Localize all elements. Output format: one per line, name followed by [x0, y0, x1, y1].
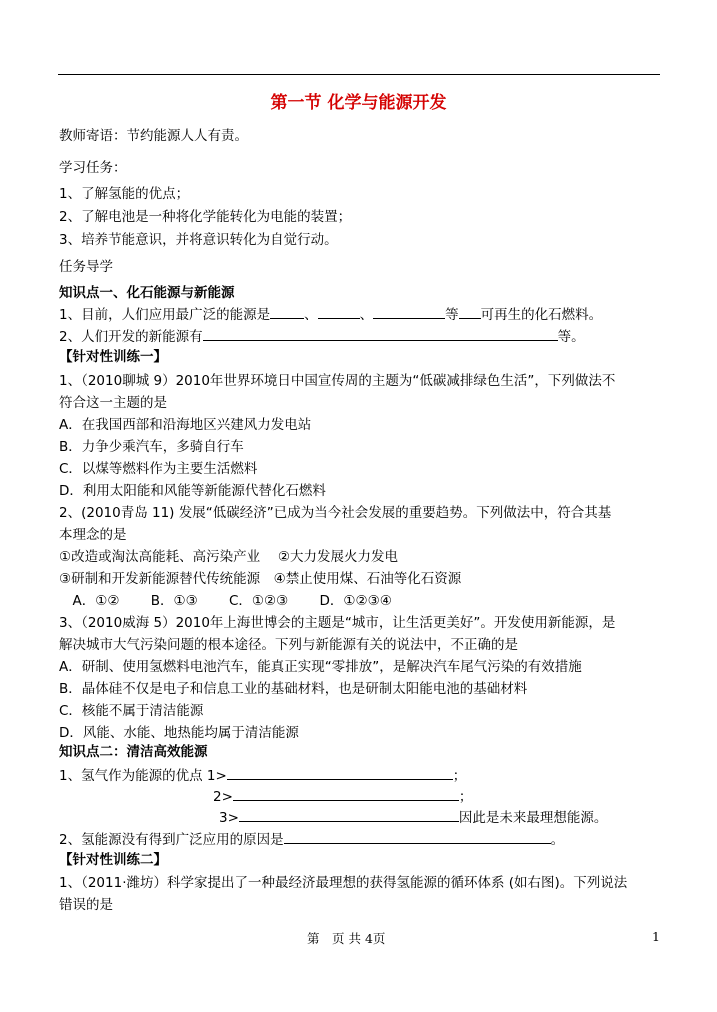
task-item: 3、培养节能意识，并将意识转化为自觉行动。 [59, 232, 338, 248]
t1-q2-stem: 本理念的是 [59, 527, 127, 543]
task-item: 1、了解氢能的优点； [59, 186, 190, 202]
answer-blank[interactable] [233, 787, 459, 801]
k2-question-1-item-3: 3> 因此是未来最理想能源。 [219, 810, 608, 826]
knowledge-point-2-heading: 知识点二：清洁高效能源 [59, 744, 208, 760]
k1-question-2: 2、人们开发的新能源有 等。 [59, 329, 585, 345]
t1-q3-option: A．研制、使用氢燃料电池汽车，能真正实现“零排放”，是解决汽车尾气污染的有效措施 [59, 659, 582, 675]
t1-q1-option: C．以煤等燃料作为主要生活燃料 [59, 461, 258, 477]
training-1-heading: 【针对性训练一】 [59, 349, 167, 365]
t1-q2-items: ①改造或淘汰高能耗、高污染产业 ②大力发展火力发电 [59, 549, 398, 565]
k1-question-1: 1、目前，人们应用最广泛的能源是 、 、 等 可再生的化石燃料。 [59, 307, 603, 323]
t1-q2-stem: 2、(2010青岛 11) 发展“低碳经济”已成为当今社会发展的重要趋势。下列做法中，符合其基 [59, 505, 612, 521]
t1-q3-stem: 3、（2010威海 5）2010年上海世博会的主题是“城市，让生活更美好”。开发使用新能源，是 [59, 615, 616, 631]
t1-q1-stem: 1、（2010聊城 9）2010年世界环境日中国宣传周的主题为“低碳减排绿色生活”，下列做法不 [59, 373, 616, 389]
page-number: 1 [652, 929, 660, 944]
t2-q1-stem: 1、（2011·潍坊）科学家提出了一种最经济最理想的获得氢能源的循环体系 (如右图)。下列说法 [59, 875, 628, 891]
t1-q1-option: D．利用太阳能和风能等新能源代替化石燃料 [59, 483, 326, 499]
page-footer: 第 页 共 4页 [307, 931, 386, 946]
task-item: 2、了解电池是一种将化学能转化为电能的装置； [59, 209, 352, 225]
tasks-heading: 学习任务： [59, 160, 127, 176]
knowledge-point-1-heading: 知识点一、化石能源与新能源 [59, 285, 235, 301]
answer-blank[interactable] [227, 766, 453, 780]
t1-q3-stem: 解决城市大气污染问题的根本途径。下列与新能源有关的说法中，不正确的是 [59, 637, 518, 653]
k2-question-1: 1、氢气作为能源的优点 1> ； [59, 768, 467, 784]
answer-blank[interactable] [459, 305, 481, 319]
guide-heading: 任务导学 [59, 259, 113, 275]
training-2-heading: 【针对性训练二】 [59, 852, 167, 868]
t1-q3-option: D．风能、水能、地热能均属于清洁能源 [59, 725, 299, 741]
teacher-motto: 教师寄语：节约能源人人有责。 [59, 128, 248, 144]
t1-q1-stem: 符合这一主题的是 [59, 395, 167, 411]
t1-q2-items: ③研制和开发新能源替代传统能源 ④禁止使用煤、石油等化石资源 [59, 571, 462, 587]
t2-q1-stem: 错误的是 [59, 897, 113, 913]
k2-question-1-item-2: 2> ； [213, 789, 473, 805]
answer-blank[interactable] [239, 808, 459, 822]
k2-question-2: 2、氢能源没有得到广泛应用的原因是 。 [59, 832, 565, 848]
t1-q1-option: A．在我国西部和沿海地区兴建风力发电站 [59, 417, 312, 433]
t1-q1-option: B．力争少乘汽车，多骑自行车 [59, 439, 244, 455]
answer-blank[interactable] [318, 305, 360, 319]
t1-q3-option: B．晶体硅不仅是电子和信息工业的基础材料，也是研制太阳能电池的基础材料 [59, 681, 528, 697]
answer-blank[interactable] [270, 305, 304, 319]
t1-q3-option: C．核能不属于清洁能源 [59, 703, 204, 719]
answer-blank[interactable] [203, 327, 558, 341]
page-title: 第一节 化学与能源开发 [270, 93, 447, 113]
answer-blank[interactable] [284, 830, 551, 844]
answer-blank[interactable] [373, 305, 445, 319]
t1-q2-choices: A．①② B．①③ C．①②③ D．①②③④ [59, 593, 392, 609]
header-rule [58, 74, 660, 75]
